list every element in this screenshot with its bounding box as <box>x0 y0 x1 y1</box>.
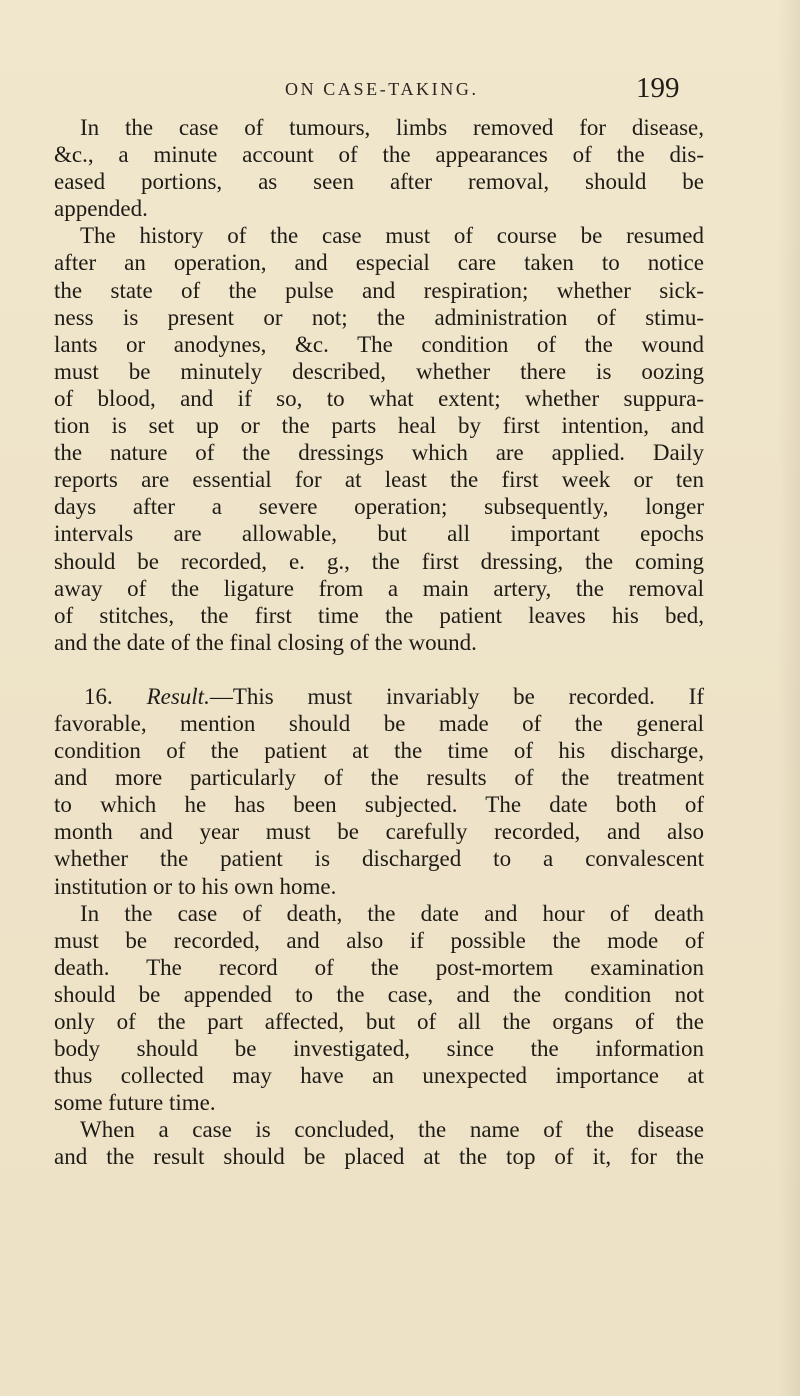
text-line: appended. <box>54 196 148 222</box>
text-line: month and year must be carefully recorded, and also <box>54 819 704 845</box>
text-line: &c., a minute account of the appearances of the dis- <box>54 142 704 168</box>
text-line: death. The record of the post-mortem examination <box>54 954 704 980</box>
section-heading-line <box>54 683 704 710</box>
text-line: When a case is concluded, the name of the disease <box>80 1117 704 1143</box>
text-line: favorable, mention should be made of the general <box>54 710 704 736</box>
page-text <box>54 114 704 1171</box>
text-line: whether the patient is discharged to a convalescent <box>54 846 704 872</box>
text-line: of blood, and if so, to what extent; whether suppura- <box>54 385 704 411</box>
paragraph-conclusion <box>54 1116 704 1170</box>
running-head-title: ON CASE-TAKING. <box>285 79 479 99</box>
text-line: lants or anodynes, &c. The condition of the wound <box>54 331 704 357</box>
text-line: of stitches, the first time the patient leaves his bed, <box>54 602 704 628</box>
text-line: must be recorded, and also if possible the mode of <box>54 927 704 953</box>
text-line: body should be investigated, since the information <box>54 1036 704 1062</box>
text-line: In the case of death, the date and hour of death <box>80 900 704 926</box>
text-line: and the date of the final closing of the wound. <box>54 629 477 655</box>
text-line: should be appended to the case, and the condition not <box>54 981 704 1007</box>
text-line: institution or to his own home. <box>54 873 337 899</box>
text-line: intervals are allowable, but all important epochs <box>54 521 704 547</box>
text-line: condition of the patient at the time of his discharge, <box>54 738 704 764</box>
text-line: The history of the case must of course be resumed <box>80 223 704 249</box>
text-line: thus collected may have an unexpected importance at <box>54 1063 704 1089</box>
text-line: In the case of tumours, limbs removed for disease, <box>80 115 704 140</box>
text-line: —This must invariably be recorded. If <box>209 683 705 709</box>
text-line: and more particularly of the results of the treatment <box>54 765 704 791</box>
section-result <box>54 683 704 900</box>
text-line: days after a severe operation; subsequently, longer <box>54 494 704 520</box>
text-line: the nature of the dressings which are applied. Daily <box>54 440 704 466</box>
text-line: tion is set up or the parts heal by first intention, and <box>54 413 704 439</box>
text-line: the state of the pulse and respiration; whether sick- <box>54 277 704 303</box>
paragraph-tumours <box>54 114 704 222</box>
text-line: away of the ligature from a main artery, the removal <box>54 575 704 601</box>
text-line: must be minutely described, whether there is oozing <box>54 358 704 384</box>
paragraph-death <box>54 900 704 1117</box>
text-line: only of the part affected, but of all the organs of the <box>54 1009 704 1034</box>
section-spacing <box>54 656 704 683</box>
text-line: eased portions, as seen after removal, should be <box>54 169 704 195</box>
text-line: reports are essential for at least the first week or ten <box>54 467 704 493</box>
text-line: ness is present or not; the administration of stimu- <box>54 304 704 330</box>
text-line: and the result should be placed at the top of it, for the <box>54 1144 704 1170</box>
text-line: should be recorded, e. g., the first dressing, the coming <box>54 548 704 574</box>
paragraph-operation-history <box>54 222 704 656</box>
section-number: 16. <box>84 683 113 709</box>
page-edge-shadow <box>778 0 800 1396</box>
text-line: after an operation, and especial care taken to notice <box>54 250 704 276</box>
text-line: to which he has been subjected. The date both of <box>54 792 704 818</box>
text-line: some future time. <box>54 1090 216 1116</box>
running-head <box>0 72 800 108</box>
page-number: 199 <box>636 72 680 104</box>
section-heading: Result. <box>146 683 210 709</box>
